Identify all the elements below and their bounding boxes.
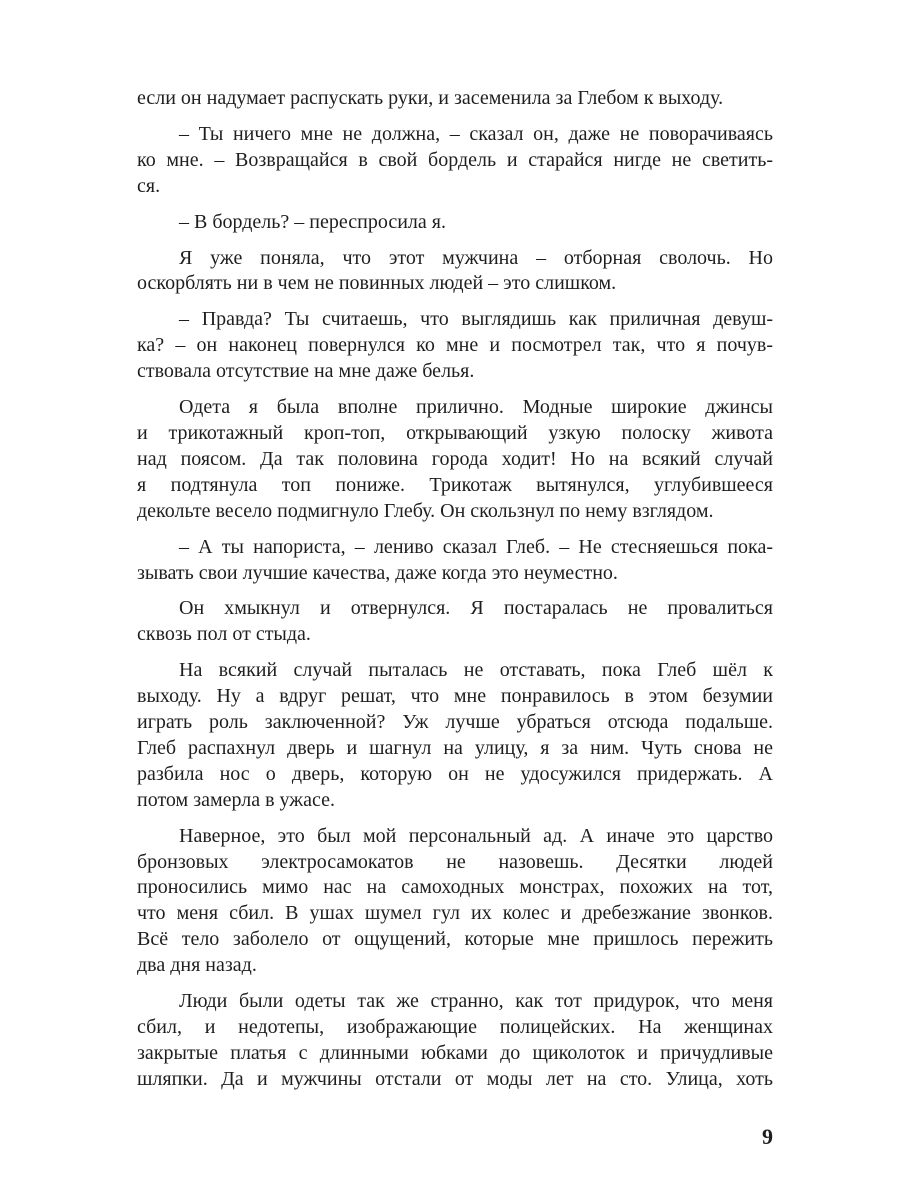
text-line: оскорблять ни в чем не повинных людей – это слишком. (137, 272, 617, 295)
text-line: – Правда? Ты считаешь, что выглядишь как приличная девуш- (179, 308, 773, 331)
text-line: и трикотажный кроп-топ, открывающий узкую полоску живота (137, 421, 773, 444)
text-line: Он хмыкнул и отвернулся. Я постаралась не провалиться (179, 597, 773, 620)
text-line: На всякий случай пыталась не отставать, пока Глеб шёл к (179, 659, 773, 682)
text-line: Всё тело заболело от ощущений, которые мне пришлось пережить (137, 928, 773, 951)
text-line: Глеб распахнул дверь и шагнул на улицу, я за ним. Чуть снова не (137, 736, 773, 759)
text-line: Одета я была вполне прилично. Модные широкие джинсы (179, 396, 773, 419)
paragraph (137, 989, 773, 1093)
text-line: выходу. Ну а вдруг решат, что мне понравилось в этом безумии (137, 685, 773, 708)
text-line: Наверное, это был мой персональный ад. А иначе это царство (179, 824, 773, 847)
text-line: я подтянула топ пониже. Трикотаж вытянулся, углубившееся (137, 473, 773, 496)
paragraph (137, 658, 773, 813)
text-line: проносились мимо нас на самоходных монстрах, похожих на тот, (137, 876, 773, 899)
paragraph (137, 535, 773, 587)
text-line: потом замерла в ужасе. (137, 788, 335, 811)
text-line: ся. (137, 174, 161, 197)
text-line: сбил, и недотепы, изображающие полицейских. На женщинах (137, 1016, 773, 1038)
text-line: – А ты напориста, – лениво сказал Глеб. – Не стесняешься пока- (179, 535, 773, 558)
text-line: если он надумает распускать руки, и засеменила за Глебом к выходу. (137, 87, 724, 109)
paragraph (137, 395, 773, 525)
text-line: зывать свои лучшие качества, даже когда это неуместно. (137, 561, 618, 584)
book-page-text (137, 86, 773, 1103)
paragraph (137, 210, 773, 236)
text-line: ка? – он наконец повернулся ко мне и посмотрел так, что я почув- (137, 334, 773, 357)
paragraph (137, 86, 773, 112)
page-number: 9 (762, 1124, 773, 1149)
text-line: ко мне. – Возвращайся в свой бордель и старайся нигде не светить- (137, 148, 773, 171)
paragraph (137, 246, 773, 298)
text-line: декольте весело подмигнуло Глебу. Он скользнул по нему взглядом. (137, 499, 714, 522)
paragraph (137, 122, 773, 200)
paragraph (137, 307, 773, 385)
text-line: Люди были одеты так же странно, как тот придурок, что меня (179, 990, 773, 1013)
text-line: над поясом. Да так половина города ходит! Но на всякий случай (137, 447, 773, 470)
text-line: – Ты ничего мне не должна, – сказал он, даже не поворачиваясь (179, 122, 773, 145)
text-line: играть роль заключенной? Уж лучше убраться отсюда подальше. (137, 711, 773, 734)
text-line: Я уже поняла, что этот мужчина – отборная сволочь. Но (179, 246, 773, 269)
text-line: сквозь пол от стыда. (137, 623, 311, 646)
paragraph (137, 596, 773, 648)
text-line: шляпки. Да и мужчины отстали от моды лет на сто. Улица, хоть (137, 1067, 773, 1090)
text-line: закрытые платья с длинными юбками до щиколоток и причудливые (137, 1041, 773, 1064)
text-line: два дня назад. (137, 954, 257, 977)
text-line: что меня сбил. В ушах шумел гул их колес и дребезжание звонков. (137, 902, 773, 925)
paragraph (137, 824, 773, 979)
text-line: – В бордель? – переспросила я. (179, 210, 446, 233)
text-line: бронзовых электросамокатов не назовешь. Десятки людей (137, 850, 773, 873)
text-line: разбила нос о дверь, которую он не удосужился придержать. А (137, 762, 773, 785)
text-line: ствовала отсутствие на мне даже белья. (137, 360, 475, 383)
